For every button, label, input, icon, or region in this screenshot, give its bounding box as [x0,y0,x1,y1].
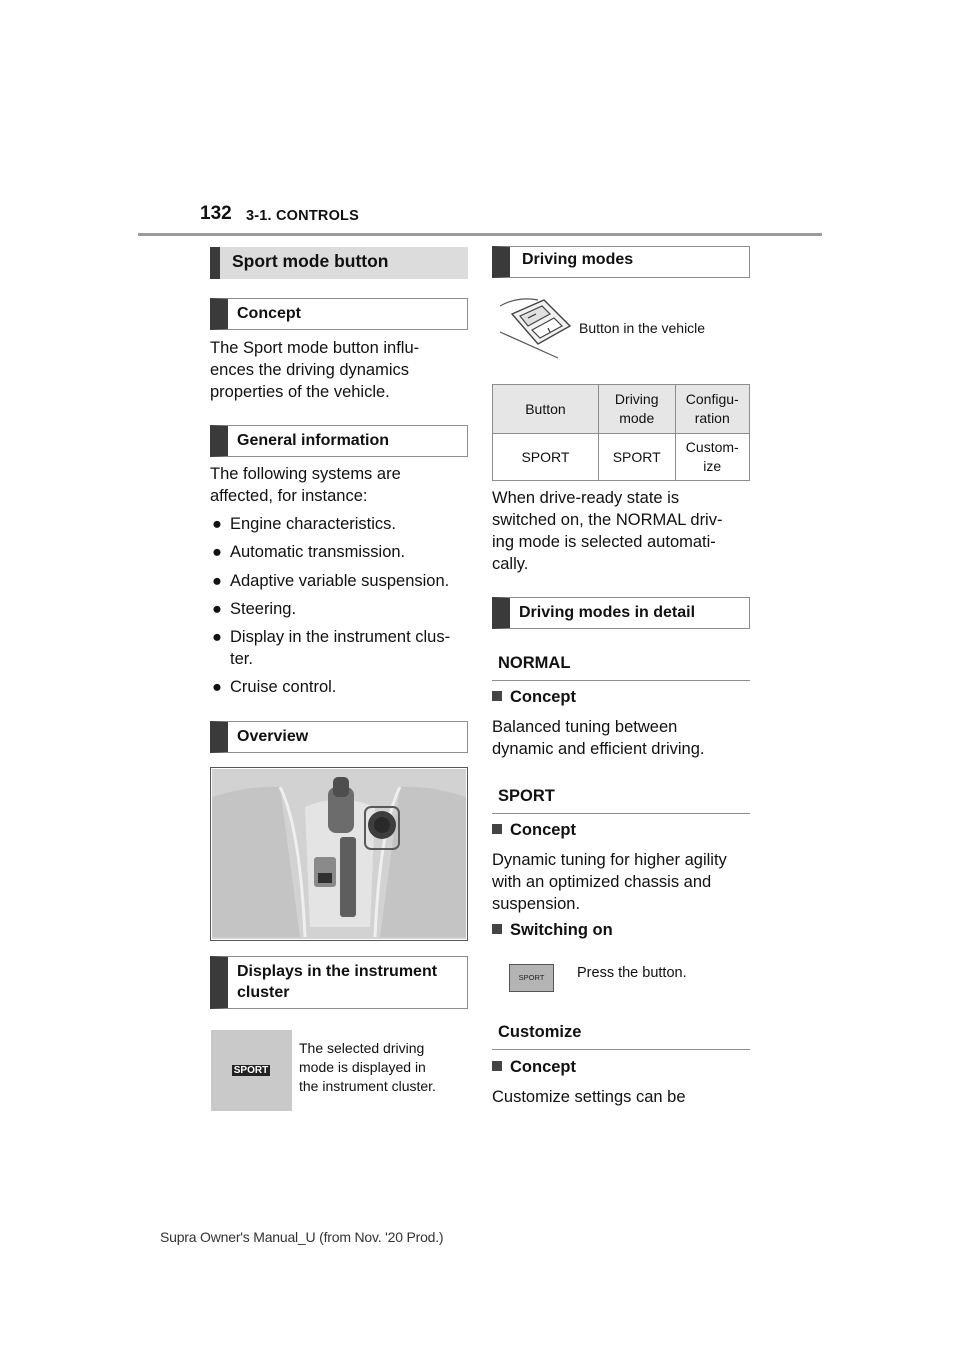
switching-on-heading-label: Switching on [510,921,613,939]
square-bullet-icon [492,824,502,834]
mode-heading-customize: Customize [492,1014,750,1050]
bullet-icon: ● [212,515,222,533]
concept-heading-label: Concept [510,688,576,706]
concept-heading [492,821,576,840]
chapter-title: 3-1. CONTROLS [246,208,359,224]
driving-modes-table [492,384,750,481]
list-item-text: Display in the instrument clus- ter. [230,628,451,668]
table-cell: SPORT [598,434,675,481]
table-row [493,434,750,481]
list-item [212,570,470,592]
switching-on-heading [492,921,613,940]
customize-concept-text: Customize settings can be [492,1088,686,1106]
bullet-icon: ● [212,678,222,696]
mode-heading-sport: SPORT [492,778,750,814]
general-text: The following systems are affected, for instance: [210,465,401,505]
column-header-driving-mode: Driving mode [598,385,675,434]
concept-heading-label: Concept [510,1058,576,1076]
switch-caption: Press the button. [577,965,687,981]
subhead-concept: Concept [210,298,468,330]
list-item-text: Cruise control. [230,678,337,696]
table-cell: Custom- ize [675,434,750,481]
list-item [212,513,470,535]
mode-heading-normal: NORMAL [492,645,750,681]
sport-display-badge: SPORT [233,1065,269,1076]
subhead-driving-modes-in-detail: Driving modes in detail [492,597,750,629]
section-title-sport-mode: Sport mode button [210,247,468,279]
console-illustration [210,767,468,941]
drive-ready-text: When drive-ready state is switched on, the NORMAL driv- ing mode is selected automati- cally. [492,489,723,573]
list-item-text: Engine characteristics. [230,515,396,533]
square-bullet-icon [492,691,502,701]
list-item [212,626,470,670]
list-item-text: Automatic transmission. [230,543,406,561]
subhead-general-information: General information [210,425,468,457]
instrument-display-image [211,1030,292,1111]
button-caption: Button in the vehicle [579,320,706,336]
bullet-icon: ● [212,600,222,618]
page-number: 132 [200,203,232,224]
concept-heading [492,688,576,707]
concept-heading-label: Concept [510,821,576,839]
sport-button-image: SPORT [509,964,554,992]
column-header-configuration: Configu- ration [675,385,750,434]
header-rule [138,233,822,236]
bullet-icon: ● [212,543,222,561]
list-item-text: Steering. [230,600,297,618]
list-item-text: Adaptive variable suspension. [230,572,450,590]
vehicle-button-illustration [498,292,572,360]
list-item [212,676,470,698]
bullet-icon: ● [212,572,222,590]
list-item [212,541,470,563]
column-header-button: Button [493,385,599,434]
square-bullet-icon [492,1061,502,1071]
concept-text: The Sport mode button influ- ences the driving dynamics properties of the vehicle. [210,339,420,401]
subhead-overview: Overview [210,721,468,753]
bullet-icon: ● [212,628,222,646]
table-header-row [493,385,750,434]
square-bullet-icon [492,924,502,934]
footer-text: Supra Owner's Manual_U (from Nov. '20 Prod.) [160,1229,444,1245]
subhead-displays-instrument-cluster: Displays in the instrument cluster [210,956,468,1009]
table-cell: SPORT [493,434,599,481]
sport-concept-text: Dynamic tuning for higher agility with an optimized chassis and suspension. [492,851,727,913]
concept-heading [492,1058,576,1077]
normal-concept-text: Balanced tuning between dynamic and efficient driving. [492,718,705,758]
display-caption: The selected driving mode is displayed in the instrument cluster. [299,1040,436,1094]
list-item [212,598,470,620]
section-title-driving-modes: Driving modes [492,246,750,278]
